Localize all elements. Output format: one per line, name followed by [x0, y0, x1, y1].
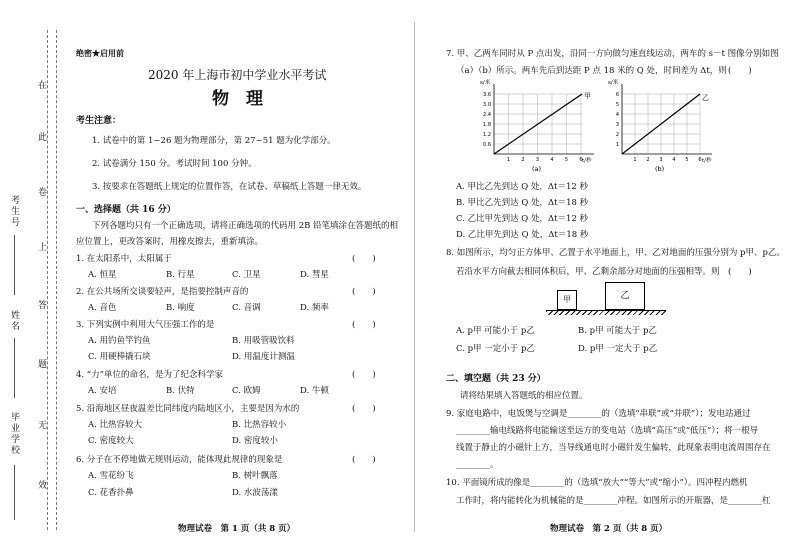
exam-number-label: 考生号	[9, 195, 19, 228]
chart_b-y-tick-label: 1	[615, 142, 619, 148]
chart_a-y-tick-label: 1.2	[483, 132, 491, 138]
chart_b-y-tick-label: 5	[615, 102, 619, 108]
chart_b-x-tick-label: 5	[685, 157, 689, 163]
chart_a-y-tick-label: 1.8	[483, 122, 491, 128]
seal-char: 答	[38, 301, 48, 311]
seal-char: 在	[38, 81, 48, 91]
question-stem: 2. 在公共场所交谈要轻声，是指要控制声音的	[76, 287, 249, 297]
option: D. 水波荡漾	[232, 488, 278, 498]
question-stem: 6. 分子在不停地做无规则运动，能体现此规律的现象是	[76, 455, 283, 465]
chart_b-x-tick-label: 2	[646, 157, 650, 163]
option: C. 卫星	[232, 270, 261, 280]
notice-title: 考生注意：	[76, 116, 122, 126]
answer-paren: ( )	[352, 404, 376, 414]
question-stem: 工作时，将内能转化为机械能的是________冲程。如图所示的开瓶器，是________杠	[456, 496, 771, 506]
binding-margin	[0, 0, 60, 560]
option: A. 音色	[88, 303, 117, 313]
section1-instruction: 应位置上，更改答案时，用橡皮擦去，重新填涂。	[76, 237, 264, 247]
chart_a-y-tick-label: 3.6	[483, 92, 491, 98]
chart_b-x-tick-label: 4	[672, 157, 676, 163]
chart-b-series-label: 乙	[702, 94, 709, 102]
page-footer: 物理试卷 第 1 页（共 8 页）	[178, 524, 296, 534]
secret-tag: 绝密★启用前	[76, 48, 124, 58]
option: D. 频率	[300, 303, 329, 313]
option: A. 用钓鱼竿钓鱼	[88, 336, 151, 346]
section2-title: 二、填空题（共 23 分）	[446, 374, 546, 384]
answer-paren: ( )	[352, 455, 376, 465]
chart_b-x-tick-label: 6	[698, 157, 702, 163]
chart-b-x-unit: t/秒	[702, 158, 712, 164]
seal-char: 上	[38, 243, 48, 253]
option: C. 密度较大	[88, 436, 134, 446]
chart-a	[472, 76, 602, 174]
chart-b-y-unit: s/米	[608, 80, 619, 86]
chart_a-x-tick-label: 2	[521, 157, 525, 163]
fold-line-outer	[47, 30, 48, 530]
option: D. p甲 一定大于 p乙	[578, 344, 658, 354]
option: D. 彗星	[300, 270, 329, 280]
question-stem: 10. 平面镜所成的像是________的（选填“放大”“等大”或“缩小”）。四冲程内燃机	[446, 478, 748, 488]
question-stem: 1. 在太阳系中，太阳属于	[76, 254, 172, 264]
answer-paren: ( )	[352, 254, 376, 264]
chart_a-x-tick-label: 4	[550, 157, 554, 163]
school-line	[14, 465, 15, 520]
option: C. 用硬棒撬石块	[88, 352, 151, 362]
seal-char: 题	[38, 360, 48, 370]
option: B. 伏特	[166, 386, 195, 396]
question-stem: 9. 家庭电路中，电饭煲与空调是________的（选填“串联”或“并联”）；发电站通过	[446, 409, 751, 419]
option: D. 牛顿	[300, 386, 329, 396]
chart_a-x-tick-label: 3	[535, 157, 540, 163]
option: C. p甲 一定小于 p乙	[456, 344, 535, 354]
option: B. 甲比乙先到达 Q 处，Δt＝18 秒	[456, 198, 589, 208]
section1-title: 一、选择题（共 16 分）	[76, 205, 176, 215]
chart-b	[600, 76, 730, 174]
option: B. 用吸管吸饮料	[232, 336, 295, 346]
option: B. p甲 可能大于 p乙	[578, 326, 657, 336]
chart-b-caption: (b)	[655, 165, 665, 173]
question-stem: ________。	[456, 460, 499, 470]
seal-char: 卷	[38, 188, 48, 198]
chart_a-x-tick-label: 6	[579, 157, 583, 163]
option: A. 恒星	[88, 270, 117, 280]
question-stem: 3. 下列实例中利用大气压强工作的是	[76, 320, 215, 330]
option: D. 乙比甲先到达 Q 处，Δt＝18 秒	[456, 230, 589, 240]
question-stem: 线置于静止的小磁针上方，当导线通电时小磁针发生偏转，此现象表明电流周围存在	[456, 443, 771, 453]
notice-item: 3. 按要求在答题纸上规定的位置作答，在试卷、草稿纸上答题一律无效。	[92, 182, 367, 192]
notice-item: 1. 试卷中的第 1~26 题为物理部分，第 27~51 题为化学部分。	[92, 136, 336, 146]
chart_b-x-tick-label: 3	[659, 157, 663, 163]
option: A. 雪花纷飞	[88, 471, 134, 481]
section1-instruction: 下列各题均只有一个正确选项，请将正确选项的代码用 2B 铅笔填涂在答题纸的相	[92, 221, 399, 231]
option: B. 响度	[166, 303, 195, 313]
option: A. 安培	[88, 386, 117, 396]
subject-title: 物 理	[212, 89, 263, 109]
name-label: 姓名	[9, 310, 19, 332]
option: B. 比热容较小	[232, 420, 287, 430]
seal-char: 效	[38, 481, 48, 491]
chart_a-y-tick-label: 2.4	[483, 112, 491, 118]
chart-a-series-label: 甲	[584, 92, 591, 100]
answer-paren: ( )	[728, 66, 752, 76]
cube-jia: 甲	[557, 290, 577, 310]
answer-paren: ( )	[352, 320, 376, 330]
chart_b-y-tick-label: 6	[615, 92, 619, 98]
question-stem: ________输电线路将电能输送至远方的变电站（选填“高压”或“低压”）；将一根导	[456, 426, 759, 436]
option: C. 花香扑鼻	[88, 488, 134, 498]
question-stem: 若沿水平方向截去相同体积后，甲、乙剩余部分对地面的压强相等。则	[456, 267, 720, 277]
question-stem: 4. “力”单位的命名，是为了纪念科学家	[76, 370, 224, 380]
chart_a-y-tick-label: 0.6	[483, 142, 491, 148]
answer-paren: ( )	[352, 287, 376, 297]
option: A. 甲比乙先到达 Q 处，Δt＝12 秒	[456, 182, 588, 192]
option: D. 用温度计测温	[232, 352, 295, 362]
chart-a-y-unit: s/米	[480, 80, 491, 86]
chart_a-y-tick-label: 3.0	[483, 102, 491, 108]
chart_b-y-tick-label: 2	[615, 132, 619, 138]
answer-paren: ( )	[352, 370, 376, 380]
section2-instruction: 请将结果填入答题纸的相应位置。	[460, 391, 588, 401]
option: A. p甲 可能小于 p乙	[456, 326, 535, 336]
seal-char: 无	[38, 421, 48, 431]
chart-a-caption: (a)	[532, 165, 542, 173]
option: A. 比热容较大	[88, 420, 143, 430]
chart_b-y-tick-label: 3	[615, 122, 619, 128]
seal-char: 此	[38, 133, 48, 143]
question-stem: 7. 甲、乙两车同时从 P 点出发，沿同一方向做匀速直线运动，两车的 s－t 图像分别如图	[446, 49, 779, 59]
school-label: 毕业学校	[9, 412, 19, 456]
question-stem: （a）（b）所示。两车先后到达距 P 点 18 米的 Q 处，时间差为 Δt，则	[456, 66, 727, 76]
exam-number-line	[14, 235, 15, 295]
name-line	[14, 338, 15, 398]
option: D. 密度较小	[232, 436, 278, 446]
exam-title: 2020 年上海市初中学业水平考试	[148, 68, 327, 82]
option: B. 行星	[166, 270, 195, 280]
page-divider	[414, 22, 415, 532]
option: C. 欧姆	[232, 386, 261, 396]
option: C. 乙比甲先到达 Q 处，Δt＝12 秒	[456, 214, 589, 224]
option: C. 音调	[232, 303, 261, 313]
page-footer: 物理试卷 第 2 页（共 8 页）	[550, 524, 668, 534]
notice-item: 2. 试卷满分 150 分。考试时间 100 分钟。	[92, 159, 257, 169]
option: B. 树叶飘落	[232, 471, 278, 481]
ground-hatch	[546, 311, 666, 315]
chart-a-x-unit: t/秒	[582, 158, 592, 164]
answer-paren: ( )	[728, 267, 752, 277]
question-stem: 5. 沿海地区昼夜温差比同纬度内陆地区小，主要是因为水的	[76, 404, 300, 414]
fold-line-inner	[56, 30, 57, 530]
chart_b-x-tick-label: 1	[633, 157, 637, 163]
cube-yi: 乙	[605, 282, 645, 310]
chart_a-x-tick-label: 1	[506, 157, 511, 163]
chart_b-y-tick-label: 4	[615, 112, 619, 118]
chart_a-x-tick-label: 5	[564, 157, 569, 163]
question-stem: 8. 如图所示，均匀正方体甲、乙置于水平地面上，甲、乙对地面的压强分别为 p甲、p乙。	[446, 248, 785, 258]
